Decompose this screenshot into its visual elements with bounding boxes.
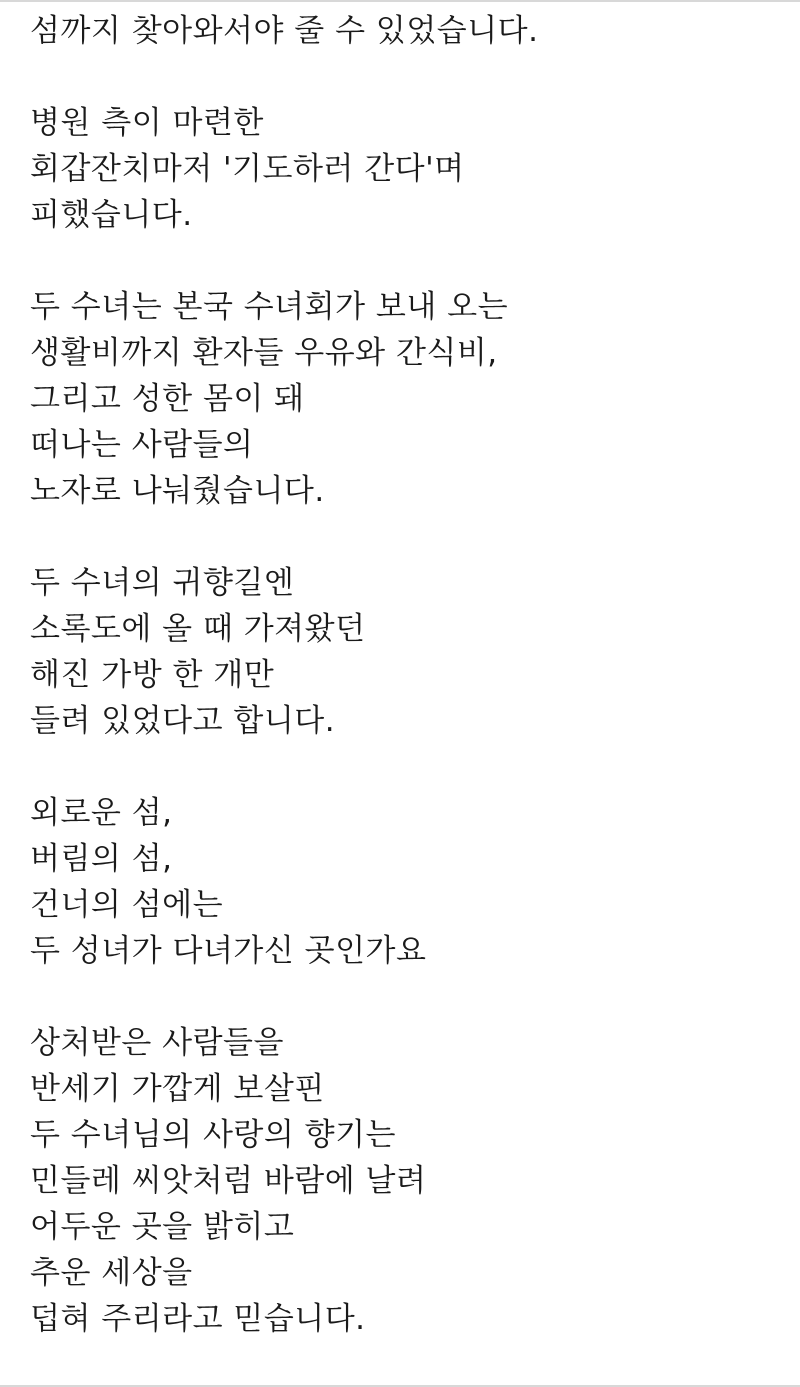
text-line: 외로운 섬,: [30, 795, 173, 831]
text-line: 떠나는 사람들의: [30, 427, 254, 463]
text-line: 들려 있었다고 합니다.: [30, 703, 336, 739]
text-line: 건너의 섬에는: [30, 887, 224, 923]
text-line: 어두운 곳을 밝히고: [30, 1209, 295, 1245]
text-line: 두 수녀님의 사랑의 향기는: [30, 1117, 396, 1153]
text-line: 민들레 씨앗처럼 바람에 날려: [30, 1163, 427, 1199]
top-divider: [0, 0, 800, 2]
text-line: 상처받은 사람들을: [30, 1025, 284, 1061]
stanza-break: [30, 238, 770, 284]
poem-text: [30, 8, 770, 1342]
text-line: 소록도에 올 때 가져왔던: [30, 611, 366, 647]
text-line: 섬까지 찾아와서야 줄 수 있었습니다.: [30, 13, 539, 49]
stanza-break: [30, 514, 770, 560]
text-line: 병원 측이 마련한: [30, 105, 264, 141]
text-line: 해진 가방 한 개만: [30, 657, 275, 693]
text-line: 생활비까지 환자들 우유와 간식비,: [30, 335, 498, 371]
text-line: 회갑잔치마저 '기도하러 간다'며: [30, 151, 465, 187]
text-line: 두 수녀의 귀향길엔: [30, 565, 295, 601]
stanza-break: [30, 54, 770, 100]
text-line: 버림의 섬,: [30, 841, 173, 877]
text-line: 두 수녀는 본국 수녀회가 보내 오는: [30, 289, 509, 325]
text-line: 추운 세상을: [30, 1255, 193, 1291]
text-line: 두 성녀가 다녀가신 곳인가요: [30, 933, 427, 969]
text-line: 노자로 나눠줬습니다.: [30, 473, 325, 509]
stanza-break: [30, 744, 770, 790]
text-line: 피했습니다.: [30, 197, 193, 233]
stanza-break: [30, 974, 770, 1020]
text-line: 반세기 가깝게 보살핀: [30, 1071, 325, 1107]
text-line: 덥혀 주리라고 믿습니다.: [30, 1301, 366, 1337]
text-line: 그리고 성한 몸이 돼: [30, 381, 305, 417]
